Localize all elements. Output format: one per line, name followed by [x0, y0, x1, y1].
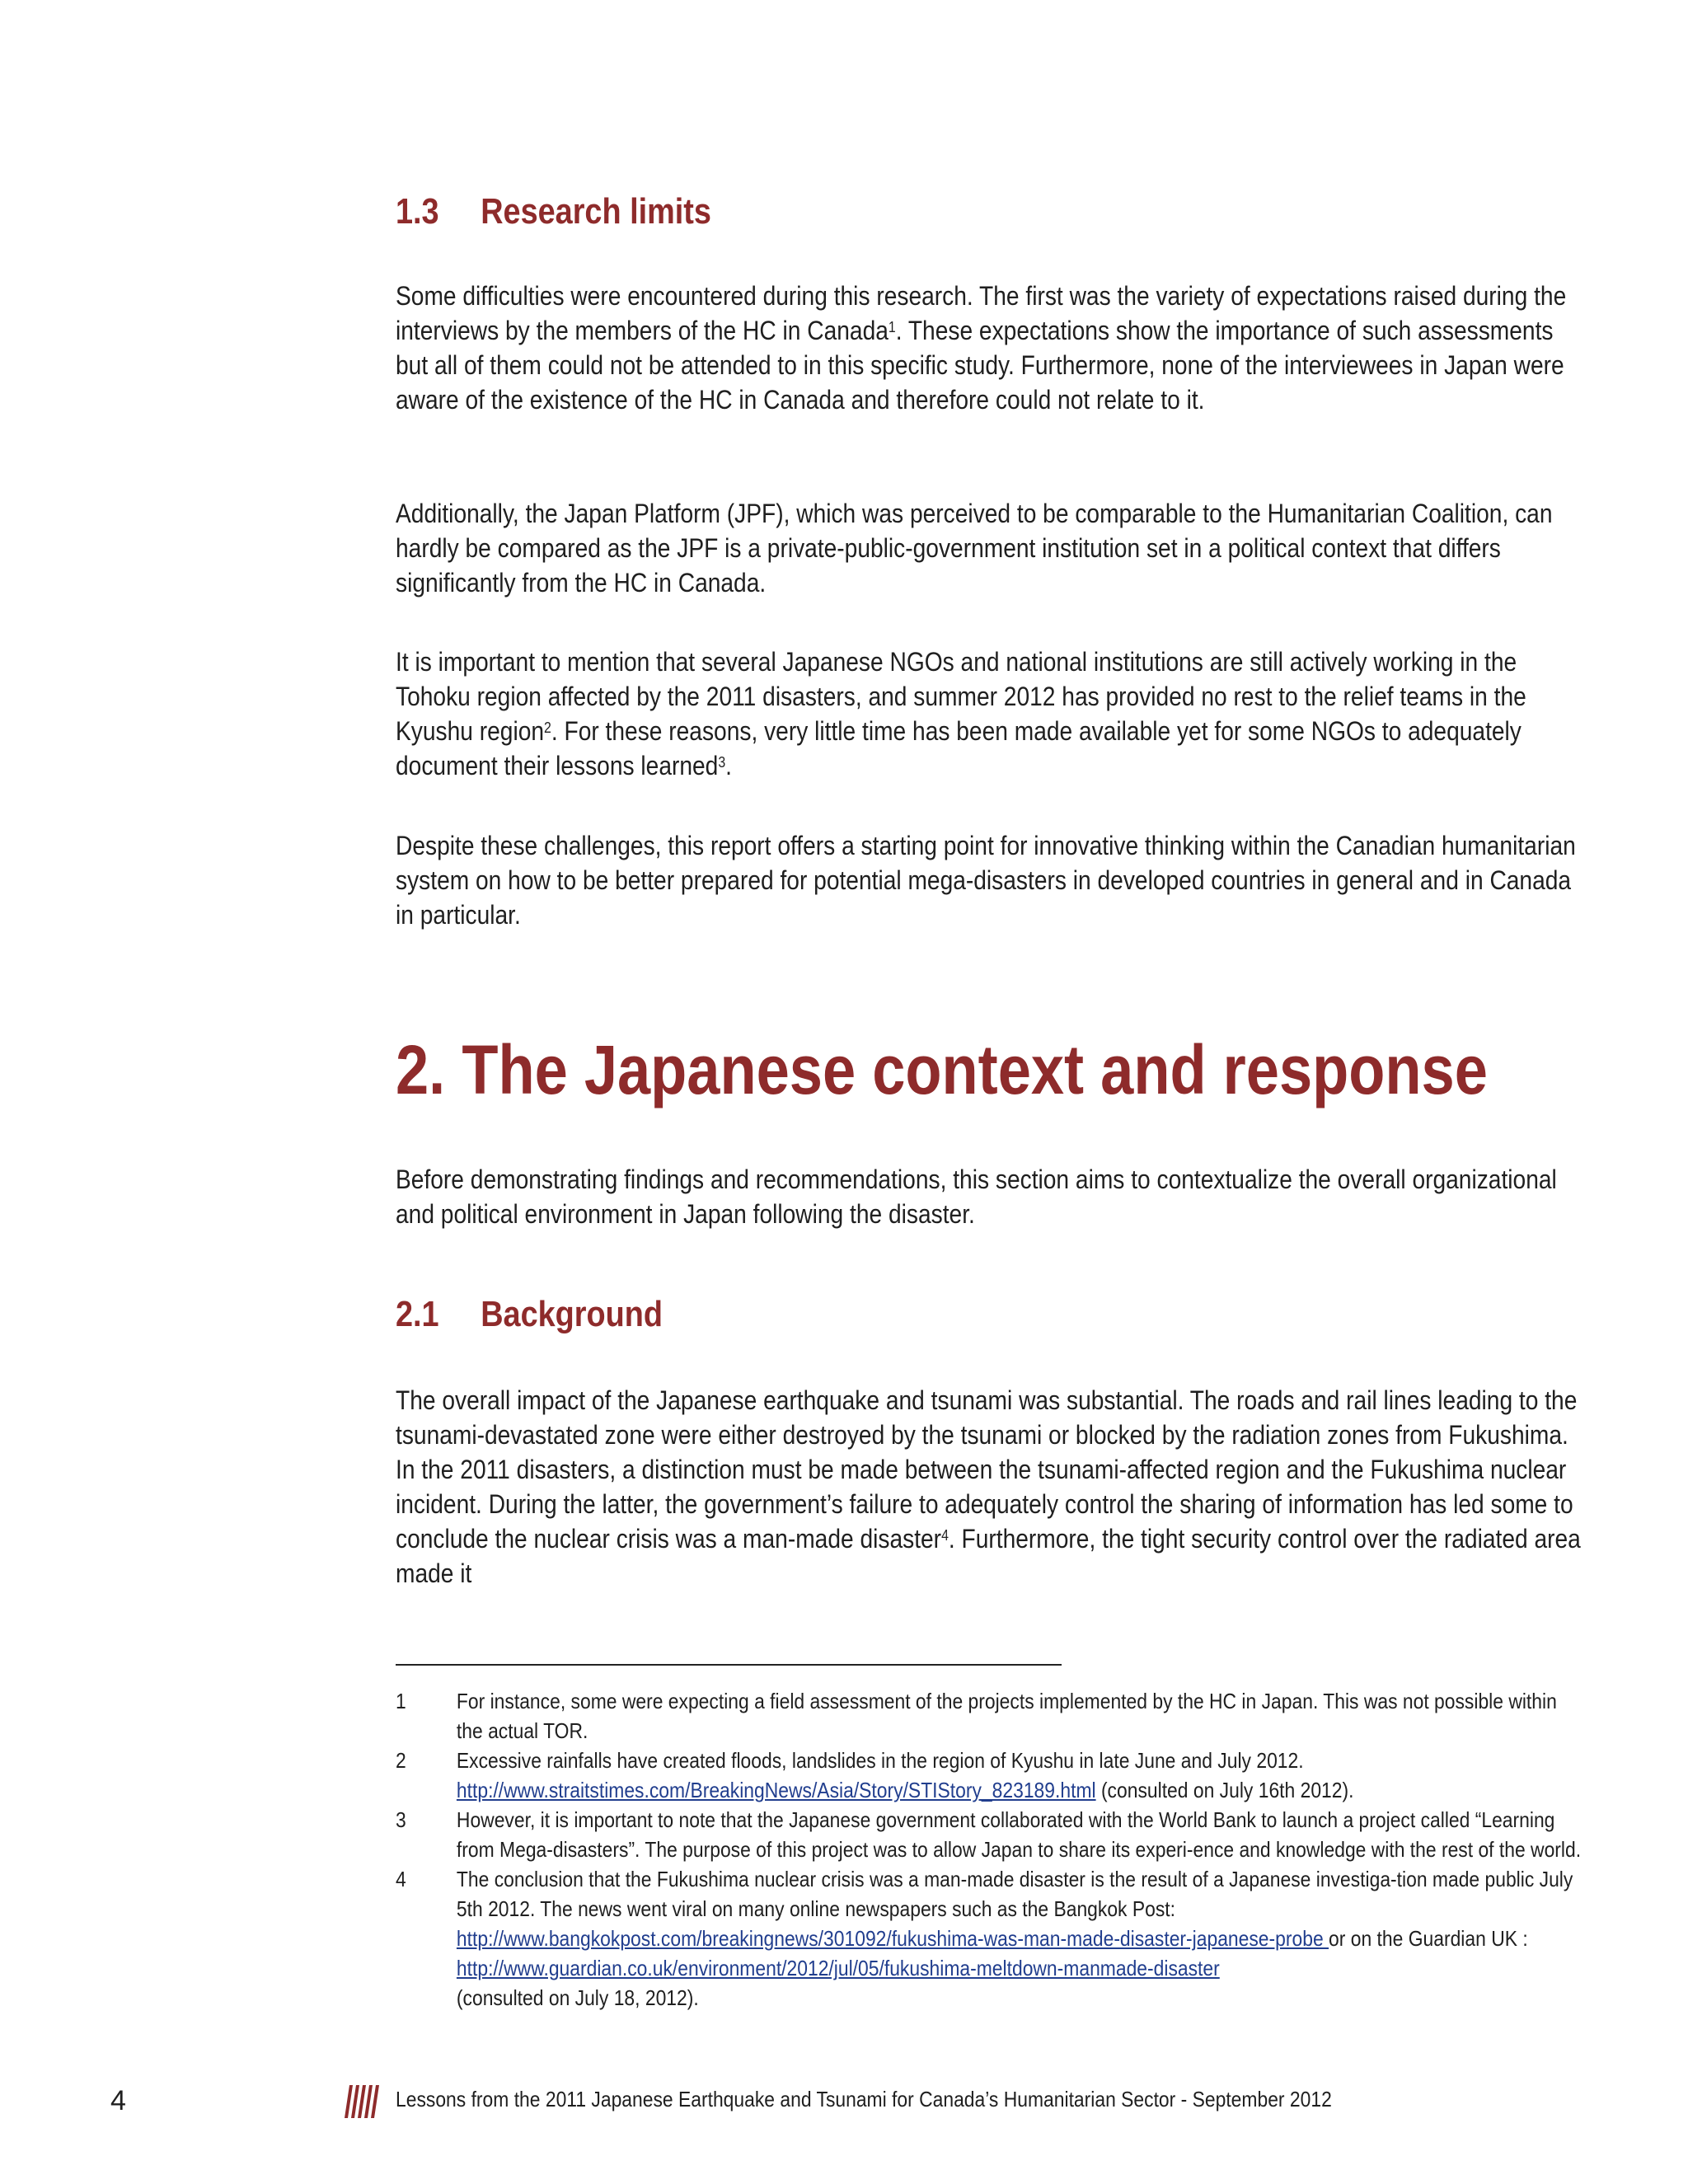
footnote-ref[interactable]: 2 [544, 719, 551, 736]
footnote [396, 1686, 1582, 1746]
section-2-heading [396, 1030, 1582, 1110]
footnote-number: 4 [396, 1867, 406, 1891]
footnote-text: For instance, some were expecting a field assessment of the projects implemented by the HC in Japan. This was not possible within the actual TOR. [456, 1689, 1557, 1743]
paragraph-text: It is important to mention that several Japanese NGOs and national institutions are still actively working in the Tohoku region affected by the 2011 disasters, and summer 2012 has provided no rest to the relief teams in the Kyushu region [396, 647, 1526, 746]
section-number: 2.1 [396, 1294, 439, 1334]
slash-stripes-logo [345, 2085, 381, 2118]
footnote-divider [396, 1664, 1062, 1666]
page-number: 4 [110, 2085, 126, 2116]
footnote [396, 1746, 1582, 1805]
section-title: 2. The Japanese context and response [396, 1031, 1488, 1108]
paragraph-text: The overall impact of the Japanese earthquake and tsunami was substantial. The roads and rail lines leading to the tsunami-devastated zone were either destroyed by the tsunami or blocked by the radiation zones from Fukushima. In the 2011 disasters, a distinction must be made between the tsunami-affected region and the Fukushima nuclear incident. During the latter, the government’s failure to adequately control the sharing of information has led some to conclude the nuclear crisis was a man-made disaster [396, 1385, 1578, 1554]
footnotes [396, 1686, 1582, 2013]
footnote [396, 1805, 1582, 1864]
footnote [396, 1864, 1582, 2013]
footer-text: Lessons from the 2011 Japanese Earthquake and Tsunami for Canada’s Humanitarian Sector - September 2012 [396, 2087, 1332, 2111]
paragraph-text: . Furthermore, the tight security control over the radiated area made it [396, 1524, 1581, 1588]
paragraph [396, 279, 1582, 417]
paragraph-text: Before demonstrating findings and recommendations, this section aims to contextualize the overall organizational and political environment in Japan following the disaster. [396, 1165, 1557, 1229]
footnote-text: (consulted on July 18, 2012). [456, 1985, 699, 2010]
footnote-number: 1 [396, 1689, 406, 1713]
paragraph [396, 1383, 1582, 1591]
paragraph [396, 828, 1582, 932]
section-title: Background [481, 1294, 663, 1334]
footnote-text: Excessive rainfalls have created floods, landslides in the region of Kyushu in late June and July 2012. [456, 1748, 1304, 1773]
paragraph [396, 496, 1582, 600]
footnote-link[interactable]: http://www.straitstimes.com/BreakingNews/Asia/Story/STIStory_823189.html [456, 1778, 1096, 1802]
footnote-text: The conclusion that the Fukushima nuclear crisis was a man-made disaster is the result of a Japanese investiga-tion made public July 5th 2012. The news went viral on many online newspapers such as the Bangkok Post: [456, 1867, 1573, 1921]
paragraph-text: . [725, 751, 732, 780]
footnote-text: or on the Guardian UK : [1329, 1926, 1528, 1951]
section-2-1-heading [396, 1294, 1582, 1335]
footnote-link[interactable]: http://www.bangkokpost.com/breakingnews/301092/fukushima-was-man-made-disaster-japanese-probe [456, 1926, 1329, 1951]
footnote-number: 3 [396, 1807, 406, 1832]
footnote-text: (consulted on July 16th 2012). [1095, 1778, 1354, 1802]
paragraph-text: Additionally, the Japan Platform (JPF), which was perceived to be comparable to the Humanitarian Coalition, can hardly be compared as the JPF is a private-public-government institution set in a political context that differs significantly from the HC in Canada. [396, 499, 1553, 598]
paragraph-text: . These expectations show the importance of such assessments but all of them could not be attended to in this specific study. Furthermore, none of the interviewees in Japan were aware of the existence of the HC in Canada and therefore could not relate to it. [396, 316, 1564, 415]
paragraph-text: Despite these challenges, this report offers a starting point for innovative thinking within the Canadian humanitarian system on how to be better prepared for potential mega-disasters in developed countries in general and in Canada in particular. [396, 831, 1576, 930]
footnote-ref[interactable]: 3 [718, 754, 726, 771]
paragraph-text: Some difficulties were encountered during this research. The first was the variety of expectations raised during the interviews by the members of the HC in Canada [396, 281, 1567, 345]
footnote-ref[interactable]: 4 [941, 1527, 949, 1544]
footnote-link[interactable]: http://www.guardian.co.uk/environment/2012/jul/05/fukushima-meltdown-manmade-disaster [456, 1956, 1220, 1980]
section-number: 1.3 [396, 191, 439, 232]
footnote-text: However, it is important to note that the Japanese government collaborated with the World Bank to launch a project called “Learning from Mega-disasters”. The purpose of this project was to allow Japan to share its experi-ence and knowledge with the rest of the world. [456, 1807, 1582, 1862]
paragraph-text: . For these reasons, very little time has been made available yet for some NGOs to adequately document their lessons learned [396, 716, 1522, 780]
footnote-number: 2 [396, 1748, 406, 1773]
paragraph [396, 644, 1582, 783]
paragraph [396, 1162, 1582, 1231]
footnote-ref[interactable]: 1 [888, 319, 896, 335]
section-1-3-heading [396, 191, 1582, 232]
section-title: Research limits [481, 191, 711, 232]
